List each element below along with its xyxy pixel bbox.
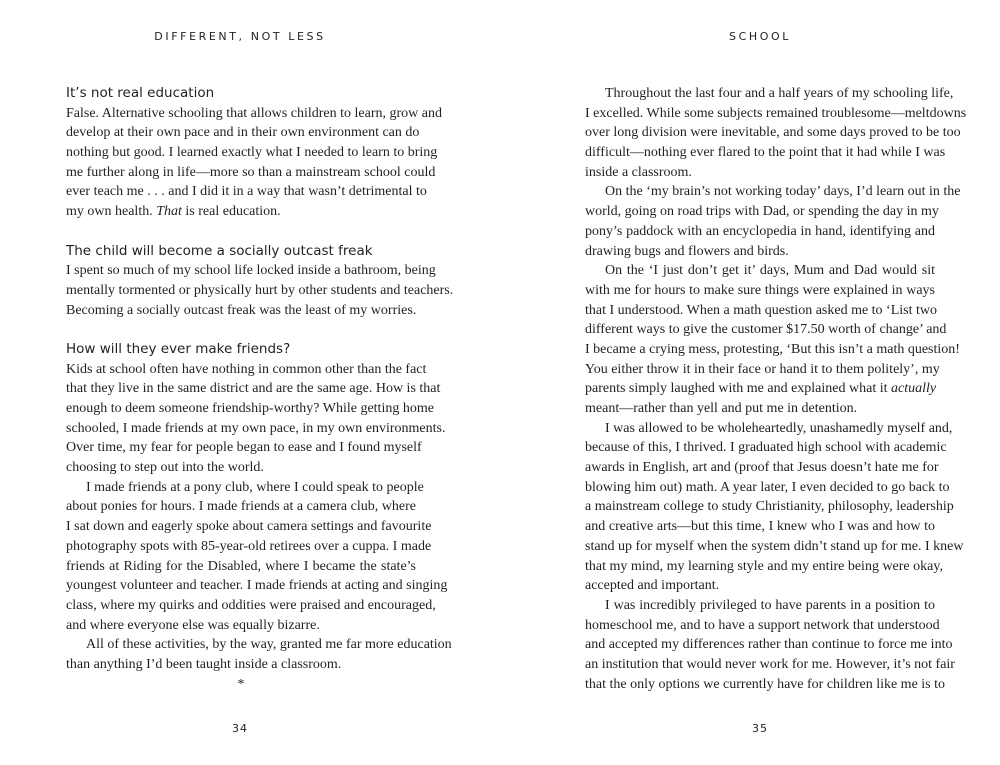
text-line: and where everyone else was equally bizarre.	[66, 617, 320, 633]
text-line: drawing bugs and flowers and birds.	[585, 243, 789, 259]
text-line: a mainstream college to study Christianity, philosophy, leadership	[585, 499, 954, 515]
text-line: that they live in the same district and are the same age. How is that	[66, 381, 441, 397]
text-line: I became a crying mess, protesting, ‘But this isn’t a math question!	[585, 341, 960, 357]
right-page	[500, 0, 1000, 765]
right-page-body	[585, 84, 967, 694]
text-line: and creative arts—but this time, I knew who I was and how to	[585, 519, 935, 535]
text-line: enough to deem someone friendship-worthy? While getting home	[66, 401, 434, 416]
text-line: meant—rather than yell and put me in detention.	[585, 401, 858, 416]
text-line: stand up for myself when the system didn’t stand up for me. I knew	[585, 538, 964, 554]
emphasis: That	[156, 204, 182, 220]
section-heading: How will they ever make friends?	[66, 340, 291, 357]
text-line: my own health. That is real education.	[66, 204, 281, 220]
page-number-left: 34	[232, 722, 248, 735]
text-line: difficult—nothing ever flared to the point that it had while I was	[585, 145, 946, 161]
text-line: Over time, my fear for people began to ease and I found myself	[66, 440, 422, 456]
text-line: Kids at school often have nothing in common other than the fact	[66, 361, 427, 377]
text-line: I sat down and eagerly spoke about camera settings and favourite	[66, 519, 432, 535]
text-line: I excelled. While some subjects remained troublesome—meltdowns	[585, 105, 967, 121]
text-line: over long division were inevitable, and some days proved to be too	[585, 125, 961, 141]
page-number-right: 35	[752, 722, 768, 735]
text-line: that my mind, my learning style and my entire being were okay,	[585, 558, 943, 574]
text-line: awards in English, art and (proof that Jesus doesn’t hate me for	[585, 460, 939, 476]
text-line: False. Alternative schooling that allows children to learn, grow and	[66, 105, 442, 121]
text-line: that I understood. When a math question asked me to ‘List two	[585, 302, 938, 318]
text-line: about ponies for hours. I made friends at a camera club, where	[66, 499, 416, 515]
text-line: youngest volunteer and teacher. I made friends at acting and singing	[66, 578, 448, 594]
text-line: with me for hours to make sure things were explained in ways	[585, 282, 935, 298]
text-line: world, going on road trips with Dad, or spending the day in my	[585, 204, 939, 220]
text-line: On the ‘I just don’t get it’ days, Mum and Dad would sit	[605, 263, 935, 279]
text-line: that the only options we currently have for children like me is to	[585, 676, 946, 692]
emphasis: actually	[890, 381, 937, 397]
text-line: ever teach me . . . and I did it in a way that wasn’t detrimental to	[66, 184, 427, 200]
section-break: *	[237, 676, 245, 692]
running-head-left: DIFFERENT, NOT LESS	[154, 30, 326, 43]
text-line: mentally tormented or physically hurt by other students and teachers.	[66, 282, 454, 298]
text-line: because of this, I thrived. I graduated high school with academic	[585, 440, 947, 456]
text-line: photography spots with 85-year-old retirees over a cuppa. I made	[66, 538, 432, 554]
text-line: than anything I’d been taught inside a classroom.	[66, 656, 342, 672]
text-line: I was allowed to be wholeheartedly, unashamedly myself and,	[605, 420, 953, 436]
text-line: schooled, I made friends at my own pace, in my own environments.	[66, 420, 446, 436]
text-line: Throughout the last four and a half years of my schooling life,	[605, 86, 954, 101]
text-line: accepted and important.	[585, 578, 720, 594]
section-heading: The child will become a socially outcast freak	[66, 242, 373, 259]
text-line: pony’s paddock with an encyclopedia in hand, identifying and	[585, 223, 935, 239]
left-page-body	[66, 84, 454, 694]
text-line: class, where my quirks and oddities were praised and encouraged,	[66, 597, 436, 613]
text-line: parents simply laughed with me and explained what it actually	[585, 381, 937, 397]
text-line: I spent so much of my school life locked inside a bathroom, being	[66, 263, 436, 279]
text-line: I was incredibly privileged to have parents in a position to	[605, 597, 935, 613]
text-line: All of these activities, by the way, granted me far more education	[86, 637, 452, 653]
text-line: friends at Riding for the Disabled, where I became the state’s	[66, 558, 416, 574]
text-line: develop at their own pace and in their own environment can do	[66, 125, 420, 141]
section-heading: It’s not real education	[66, 85, 215, 101]
text-line: inside a classroom.	[585, 164, 692, 180]
text-line: nothing but good. I learned exactly what I needed to learn to bring	[66, 145, 438, 161]
text-line: homeschool me, and to have a support network that understood	[585, 617, 940, 633]
text-line: and accepted my differences rather than continue to force me into	[585, 637, 953, 653]
text-line: You either throw it in their face or hand it to them politely’, my	[585, 361, 940, 377]
text-line: me further along in life—more so than a mainstream school could	[66, 164, 436, 180]
text-line: different ways to give the customer $17.50 worth of change’ and	[585, 322, 947, 338]
running-head-right: SCHOOL	[729, 30, 791, 43]
text-line: On the ‘my brain’s not working today’ days, I’d learn out in the	[605, 184, 961, 200]
text-line: Becoming a socially outcast freak was the least of my worries.	[66, 302, 417, 318]
text-line: blowing him out) math. A year later, I even decided to go back to	[585, 479, 950, 495]
text-line: an institution that would never work for me. However, it’s not fair	[585, 656, 955, 672]
text-line: I made friends at a pony club, where I could speak to people	[86, 479, 424, 495]
text-line: choosing to step out into the world.	[66, 460, 264, 476]
